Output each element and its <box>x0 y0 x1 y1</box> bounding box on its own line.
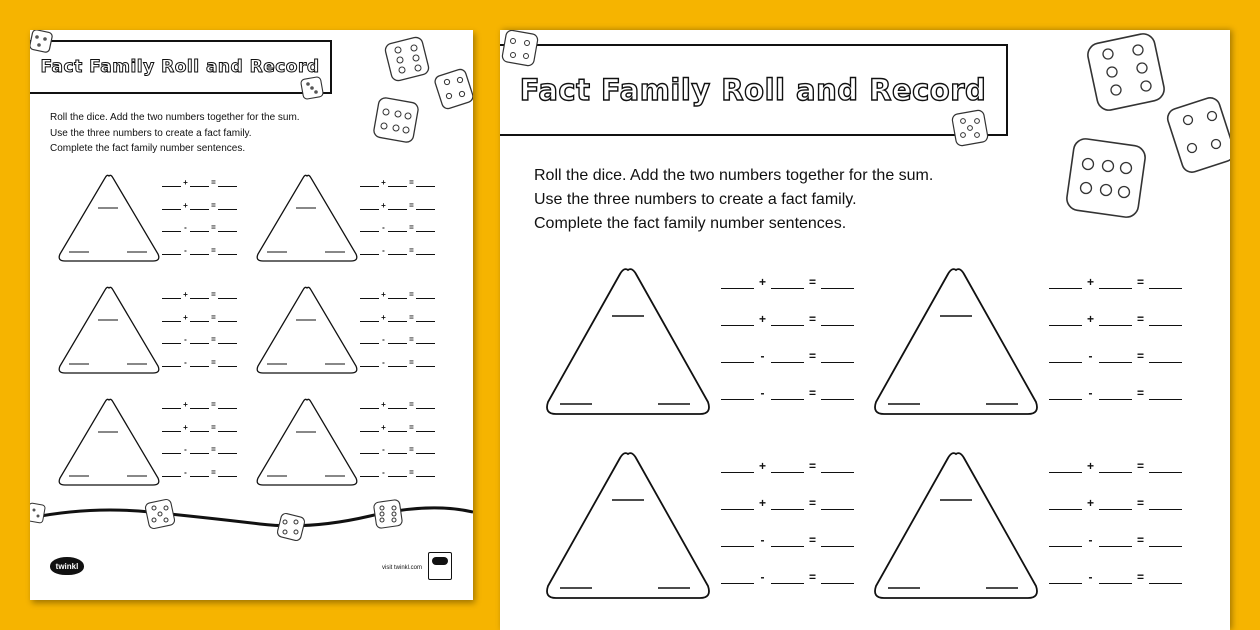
operator-sign: - <box>1088 570 1093 584</box>
equation-row <box>1049 532 1182 547</box>
dice-icon <box>1078 30 1178 124</box>
answer-blank[interactable] <box>388 246 407 255</box>
answer-blank[interactable] <box>162 445 181 454</box>
answer-blank[interactable] <box>162 223 181 232</box>
equation-row <box>162 335 237 344</box>
answer-blank[interactable] <box>388 201 407 210</box>
equals-sign: = <box>409 245 414 255</box>
equation-row <box>162 423 237 432</box>
answer-blank[interactable] <box>821 532 854 547</box>
answer-blank[interactable] <box>1099 458 1132 473</box>
equation-row <box>721 274 854 289</box>
equals-sign: = <box>1136 386 1144 400</box>
answer-blank[interactable] <box>388 313 407 322</box>
operator-sign: - <box>1088 349 1093 363</box>
operator-sign: + <box>183 290 188 299</box>
answer-blank[interactable] <box>190 335 209 344</box>
equation-row <box>360 246 435 255</box>
answer-blank[interactable] <box>218 223 237 232</box>
answer-blank[interactable] <box>821 458 854 473</box>
operator-sign: + <box>758 312 766 326</box>
equation-row <box>162 223 237 232</box>
equation-row <box>360 400 435 409</box>
answer-blank[interactable] <box>388 290 407 299</box>
answer-blank[interactable] <box>1099 348 1132 363</box>
operator-sign: - <box>1088 533 1093 547</box>
equation-row <box>1049 385 1182 400</box>
fact-family-triangle <box>54 284 164 378</box>
fact-family-triangle <box>252 284 362 378</box>
answer-blank[interactable] <box>388 335 407 344</box>
answer-blank[interactable] <box>1149 348 1182 363</box>
dice-icon <box>1164 88 1230 188</box>
equals-sign: = <box>808 349 816 363</box>
operator-sign: - <box>382 357 385 367</box>
answer-blank[interactable] <box>218 468 237 477</box>
equation-row <box>360 358 435 367</box>
equals-sign: = <box>409 335 414 344</box>
dice-icon <box>380 32 436 88</box>
equals-sign: = <box>409 445 414 454</box>
equation-row <box>721 458 854 473</box>
answer-blank[interactable] <box>190 358 209 367</box>
answer-blank[interactable] <box>1149 495 1182 510</box>
equation-row <box>721 348 854 363</box>
equals-sign: = <box>211 422 216 432</box>
answer-blank[interactable] <box>821 348 854 363</box>
answer-blank[interactable] <box>190 423 209 432</box>
equation-row <box>721 495 854 510</box>
operator-sign: + <box>381 422 386 432</box>
answer-blank[interactable] <box>218 178 237 187</box>
operator-sign: + <box>381 400 386 409</box>
answer-blank[interactable] <box>771 532 804 547</box>
answer-blank[interactable] <box>821 311 854 326</box>
answer-blank[interactable] <box>1099 569 1132 584</box>
answer-blank[interactable] <box>416 313 435 322</box>
equals-sign: = <box>1136 275 1144 289</box>
operator-sign: - <box>382 223 385 232</box>
dice-icon <box>142 496 178 532</box>
equation-row <box>360 445 435 454</box>
answer-blank[interactable] <box>360 201 379 210</box>
answer-blank[interactable] <box>1149 458 1182 473</box>
answer-blank[interactable] <box>1149 385 1182 400</box>
equals-sign: = <box>409 422 414 432</box>
equation-row <box>721 569 854 584</box>
equals-sign: = <box>211 200 216 210</box>
equation-row <box>1049 274 1182 289</box>
answer-blank[interactable] <box>162 313 181 322</box>
answer-blank[interactable] <box>360 445 379 454</box>
answer-blank[interactable] <box>162 201 181 210</box>
answer-blank[interactable] <box>771 458 804 473</box>
answer-blank[interactable] <box>360 468 379 477</box>
equals-sign: = <box>409 357 414 367</box>
answer-blank[interactable] <box>416 201 435 210</box>
answer-blank[interactable] <box>162 358 181 367</box>
answer-blank[interactable] <box>416 400 435 409</box>
operator-sign: - <box>382 335 385 344</box>
answer-blank[interactable] <box>190 290 209 299</box>
equals-sign: = <box>409 400 414 409</box>
operator-sign: - <box>1088 386 1093 400</box>
fact-family-triangle <box>252 172 362 266</box>
answer-blank[interactable] <box>190 246 209 255</box>
answer-blank[interactable] <box>360 246 379 255</box>
operator-sign: + <box>758 459 766 473</box>
instruction-line: Roll the dice. Add the two numbers together for the sum. <box>50 112 300 123</box>
answer-blank[interactable] <box>162 178 181 187</box>
equation-row <box>162 313 237 322</box>
equals-sign: = <box>409 178 414 187</box>
fact-family-triangle <box>540 266 716 420</box>
answer-blank[interactable] <box>771 385 804 400</box>
dice-icon <box>432 64 473 114</box>
answer-blank[interactable] <box>162 290 181 299</box>
equals-sign: = <box>808 570 816 584</box>
equation-row <box>721 385 854 400</box>
answer-blank[interactable] <box>190 445 209 454</box>
dice-icon <box>370 496 406 532</box>
answer-blank[interactable] <box>416 445 435 454</box>
answer-blank[interactable] <box>1099 274 1132 289</box>
answer-blank[interactable] <box>190 223 209 232</box>
answer-blank[interactable] <box>190 400 209 409</box>
answer-blank[interactable] <box>1149 274 1182 289</box>
answer-blank[interactable] <box>416 223 435 232</box>
equation-row <box>360 290 435 299</box>
equation-row <box>1049 495 1182 510</box>
answer-blank[interactable] <box>360 313 379 322</box>
answer-blank[interactable] <box>416 178 435 187</box>
operator-sign: - <box>760 386 765 400</box>
operator-sign: + <box>183 178 188 187</box>
operator-sign: + <box>183 312 188 322</box>
equation-row <box>162 445 237 454</box>
operator-sign: + <box>1086 459 1094 473</box>
equals-sign: = <box>409 200 414 210</box>
equation-row <box>721 532 854 547</box>
operator-sign: - <box>760 349 765 363</box>
footer-url: visit twinkl.com <box>382 565 423 571</box>
operator-sign: + <box>758 496 766 510</box>
answer-blank[interactable] <box>360 423 379 432</box>
answer-blank[interactable] <box>218 445 237 454</box>
equals-sign: = <box>1136 459 1144 473</box>
equals-sign: = <box>211 445 216 454</box>
dice-icon <box>948 106 994 152</box>
answer-blank[interactable] <box>1049 458 1082 473</box>
answer-blank[interactable] <box>1099 385 1132 400</box>
operator-sign: + <box>381 200 386 210</box>
operator-sign: - <box>382 467 385 477</box>
twinkl-logo-text: twinkl <box>55 561 79 571</box>
title-box <box>30 40 332 94</box>
answer-blank[interactable] <box>190 178 209 187</box>
operator-sign: + <box>183 422 188 432</box>
equals-sign: = <box>211 245 216 255</box>
equals-sign: = <box>211 223 216 232</box>
equation-row <box>721 311 854 326</box>
answer-blank[interactable] <box>721 311 754 326</box>
answer-blank[interactable] <box>162 246 181 255</box>
equation-row <box>360 178 435 187</box>
equals-sign: = <box>211 312 216 322</box>
operator-sign: - <box>382 245 385 255</box>
badge-icon <box>428 552 452 580</box>
equals-sign: = <box>211 467 216 477</box>
equals-sign: = <box>211 178 216 187</box>
answer-blank[interactable] <box>190 468 209 477</box>
equation-row <box>1049 311 1182 326</box>
operator-sign: - <box>184 467 187 477</box>
equals-sign: = <box>211 335 216 344</box>
answer-blank[interactable] <box>218 358 237 367</box>
equals-sign: = <box>808 312 816 326</box>
equals-sign: = <box>1136 533 1144 547</box>
answer-blank[interactable] <box>360 290 379 299</box>
equals-sign: = <box>1136 570 1144 584</box>
worksheet-title: Fact Family Roll and Record <box>40 57 320 77</box>
answer-blank[interactable] <box>416 246 435 255</box>
answer-blank[interactable] <box>771 495 804 510</box>
answer-blank[interactable] <box>218 201 237 210</box>
equals-sign: = <box>409 467 414 477</box>
equation-row <box>360 335 435 344</box>
equals-sign: = <box>211 357 216 367</box>
answer-blank[interactable] <box>1049 274 1082 289</box>
operator-sign: + <box>381 290 386 299</box>
equals-sign: = <box>211 290 216 299</box>
equals-sign: = <box>1136 312 1144 326</box>
equation-row <box>360 313 435 322</box>
answer-blank[interactable] <box>1049 348 1082 363</box>
answer-blank[interactable] <box>1099 311 1132 326</box>
operator-sign: + <box>381 312 386 322</box>
operator-sign: + <box>758 275 766 289</box>
answer-blank[interactable] <box>771 348 804 363</box>
equation-row <box>162 358 237 367</box>
equals-sign: = <box>808 459 816 473</box>
equation-row <box>162 201 237 210</box>
instruction-line: Complete the fact family number sentences. <box>534 215 847 232</box>
answer-blank[interactable] <box>771 311 804 326</box>
answer-blank[interactable] <box>1049 569 1082 584</box>
answer-blank[interactable] <box>1149 311 1182 326</box>
answer-blank[interactable] <box>416 423 435 432</box>
operator-sign: + <box>1086 496 1094 510</box>
fact-family-triangle <box>868 266 1044 420</box>
title-box <box>500 44 1008 136</box>
worksheet-preview-small <box>30 30 473 600</box>
answer-blank[interactable] <box>218 313 237 322</box>
operator-sign: - <box>184 245 187 255</box>
equation-row <box>360 468 435 477</box>
instructions <box>50 110 300 157</box>
twinkl-logo-icon <box>50 557 84 575</box>
wave-divider <box>30 498 473 542</box>
answer-blank[interactable] <box>821 385 854 400</box>
answer-blank[interactable] <box>360 400 379 409</box>
operator-sign: - <box>184 445 187 454</box>
dice-icon <box>30 500 48 526</box>
equals-sign: = <box>808 533 816 547</box>
answer-blank[interactable] <box>388 468 407 477</box>
answer-blank[interactable] <box>721 385 754 400</box>
equals-sign: = <box>808 496 816 510</box>
equals-sign: = <box>211 400 216 409</box>
fact-family-triangle <box>252 396 362 490</box>
answer-blank[interactable] <box>1049 385 1082 400</box>
equals-sign: = <box>808 386 816 400</box>
answer-blank[interactable] <box>162 400 181 409</box>
answer-blank[interactable] <box>162 468 181 477</box>
fact-family-triangle <box>54 396 164 490</box>
answer-blank[interactable] <box>388 445 407 454</box>
equation-row <box>162 290 237 299</box>
answer-blank[interactable] <box>1099 532 1132 547</box>
dice-icon <box>368 92 426 150</box>
equation-row <box>1049 458 1182 473</box>
fact-family-triangle <box>868 450 1044 604</box>
answer-blank[interactable] <box>360 335 379 344</box>
answer-blank[interactable] <box>162 335 181 344</box>
dice-icon <box>1056 128 1160 232</box>
equation-row <box>162 246 237 255</box>
answer-blank[interactable] <box>821 569 854 584</box>
answer-blank[interactable] <box>721 348 754 363</box>
equals-sign: = <box>1136 496 1144 510</box>
equals-sign: = <box>409 290 414 299</box>
instruction-line: Roll the dice. Add the two numbers together for the sum. <box>534 167 934 184</box>
answer-blank[interactable] <box>771 569 804 584</box>
dice-icon <box>500 30 544 72</box>
answer-blank[interactable] <box>1099 495 1132 510</box>
worksheet-title: Fact Family Roll and Record <box>519 73 987 107</box>
answer-blank[interactable] <box>162 423 181 432</box>
dice-icon <box>274 510 308 544</box>
answer-blank[interactable] <box>360 358 379 367</box>
fact-family-triangle <box>54 172 164 266</box>
operator-sign: - <box>184 335 187 344</box>
answer-blank[interactable] <box>360 178 379 187</box>
operator-sign: - <box>184 357 187 367</box>
answer-blank[interactable] <box>416 335 435 344</box>
equation-row <box>1049 569 1182 584</box>
equals-sign: = <box>409 223 414 232</box>
answer-blank[interactable] <box>190 313 209 322</box>
answer-blank[interactable] <box>218 246 237 255</box>
equation-row <box>1049 348 1182 363</box>
equation-row <box>162 468 237 477</box>
operator-sign: - <box>760 570 765 584</box>
answer-blank[interactable] <box>218 400 237 409</box>
operator-sign: - <box>382 445 385 454</box>
answer-blank[interactable] <box>388 223 407 232</box>
equation-row <box>162 400 237 409</box>
equals-sign: = <box>808 275 816 289</box>
equation-row <box>360 423 435 432</box>
fact-family-triangle <box>540 450 716 604</box>
answer-blank[interactable] <box>388 400 407 409</box>
operator-sign: + <box>1086 275 1094 289</box>
instruction-line: Use the three numbers to create a fact family. <box>534 191 857 208</box>
operator-sign: + <box>381 178 386 187</box>
operator-sign: + <box>1086 312 1094 326</box>
equation-row <box>360 223 435 232</box>
answer-blank[interactable] <box>1149 532 1182 547</box>
answer-blank[interactable] <box>388 178 407 187</box>
answer-blank[interactable] <box>218 335 237 344</box>
answer-blank[interactable] <box>218 423 237 432</box>
answer-blank[interactable] <box>190 201 209 210</box>
operator-sign: - <box>184 223 187 232</box>
answer-blank[interactable] <box>388 423 407 432</box>
operator-sign: - <box>760 533 765 547</box>
answer-blank[interactable] <box>771 274 804 289</box>
answer-blank[interactable] <box>416 358 435 367</box>
answer-blank[interactable] <box>721 569 754 584</box>
answer-blank[interactable] <box>1049 495 1082 510</box>
answer-blank[interactable] <box>721 532 754 547</box>
answer-blank[interactable] <box>821 495 854 510</box>
equals-sign: = <box>1136 349 1144 363</box>
answer-blank[interactable] <box>721 458 754 473</box>
dice-icon <box>298 74 328 104</box>
answer-blank[interactable] <box>821 274 854 289</box>
answer-blank[interactable] <box>721 274 754 289</box>
instruction-line: Use the three numbers to create a fact family. <box>50 127 252 139</box>
answer-blank[interactable] <box>416 290 435 299</box>
instruction-line: Complete the fact family number sentences. <box>50 143 246 154</box>
dice-icon <box>30 30 56 56</box>
equation-row <box>360 201 435 210</box>
equals-sign: = <box>409 312 414 322</box>
worksheet-preview-large <box>500 30 1230 630</box>
answer-blank[interactable] <box>218 290 237 299</box>
answer-blank[interactable] <box>416 468 435 477</box>
operator-sign: + <box>183 400 188 409</box>
instructions <box>534 164 933 236</box>
answer-blank[interactable] <box>388 358 407 367</box>
answer-blank[interactable] <box>1049 311 1082 326</box>
answer-blank[interactable] <box>721 495 754 510</box>
answer-blank[interactable] <box>1149 569 1182 584</box>
equation-row <box>162 178 237 187</box>
operator-sign: + <box>183 200 188 210</box>
answer-blank[interactable] <box>360 223 379 232</box>
answer-blank[interactable] <box>1049 532 1082 547</box>
